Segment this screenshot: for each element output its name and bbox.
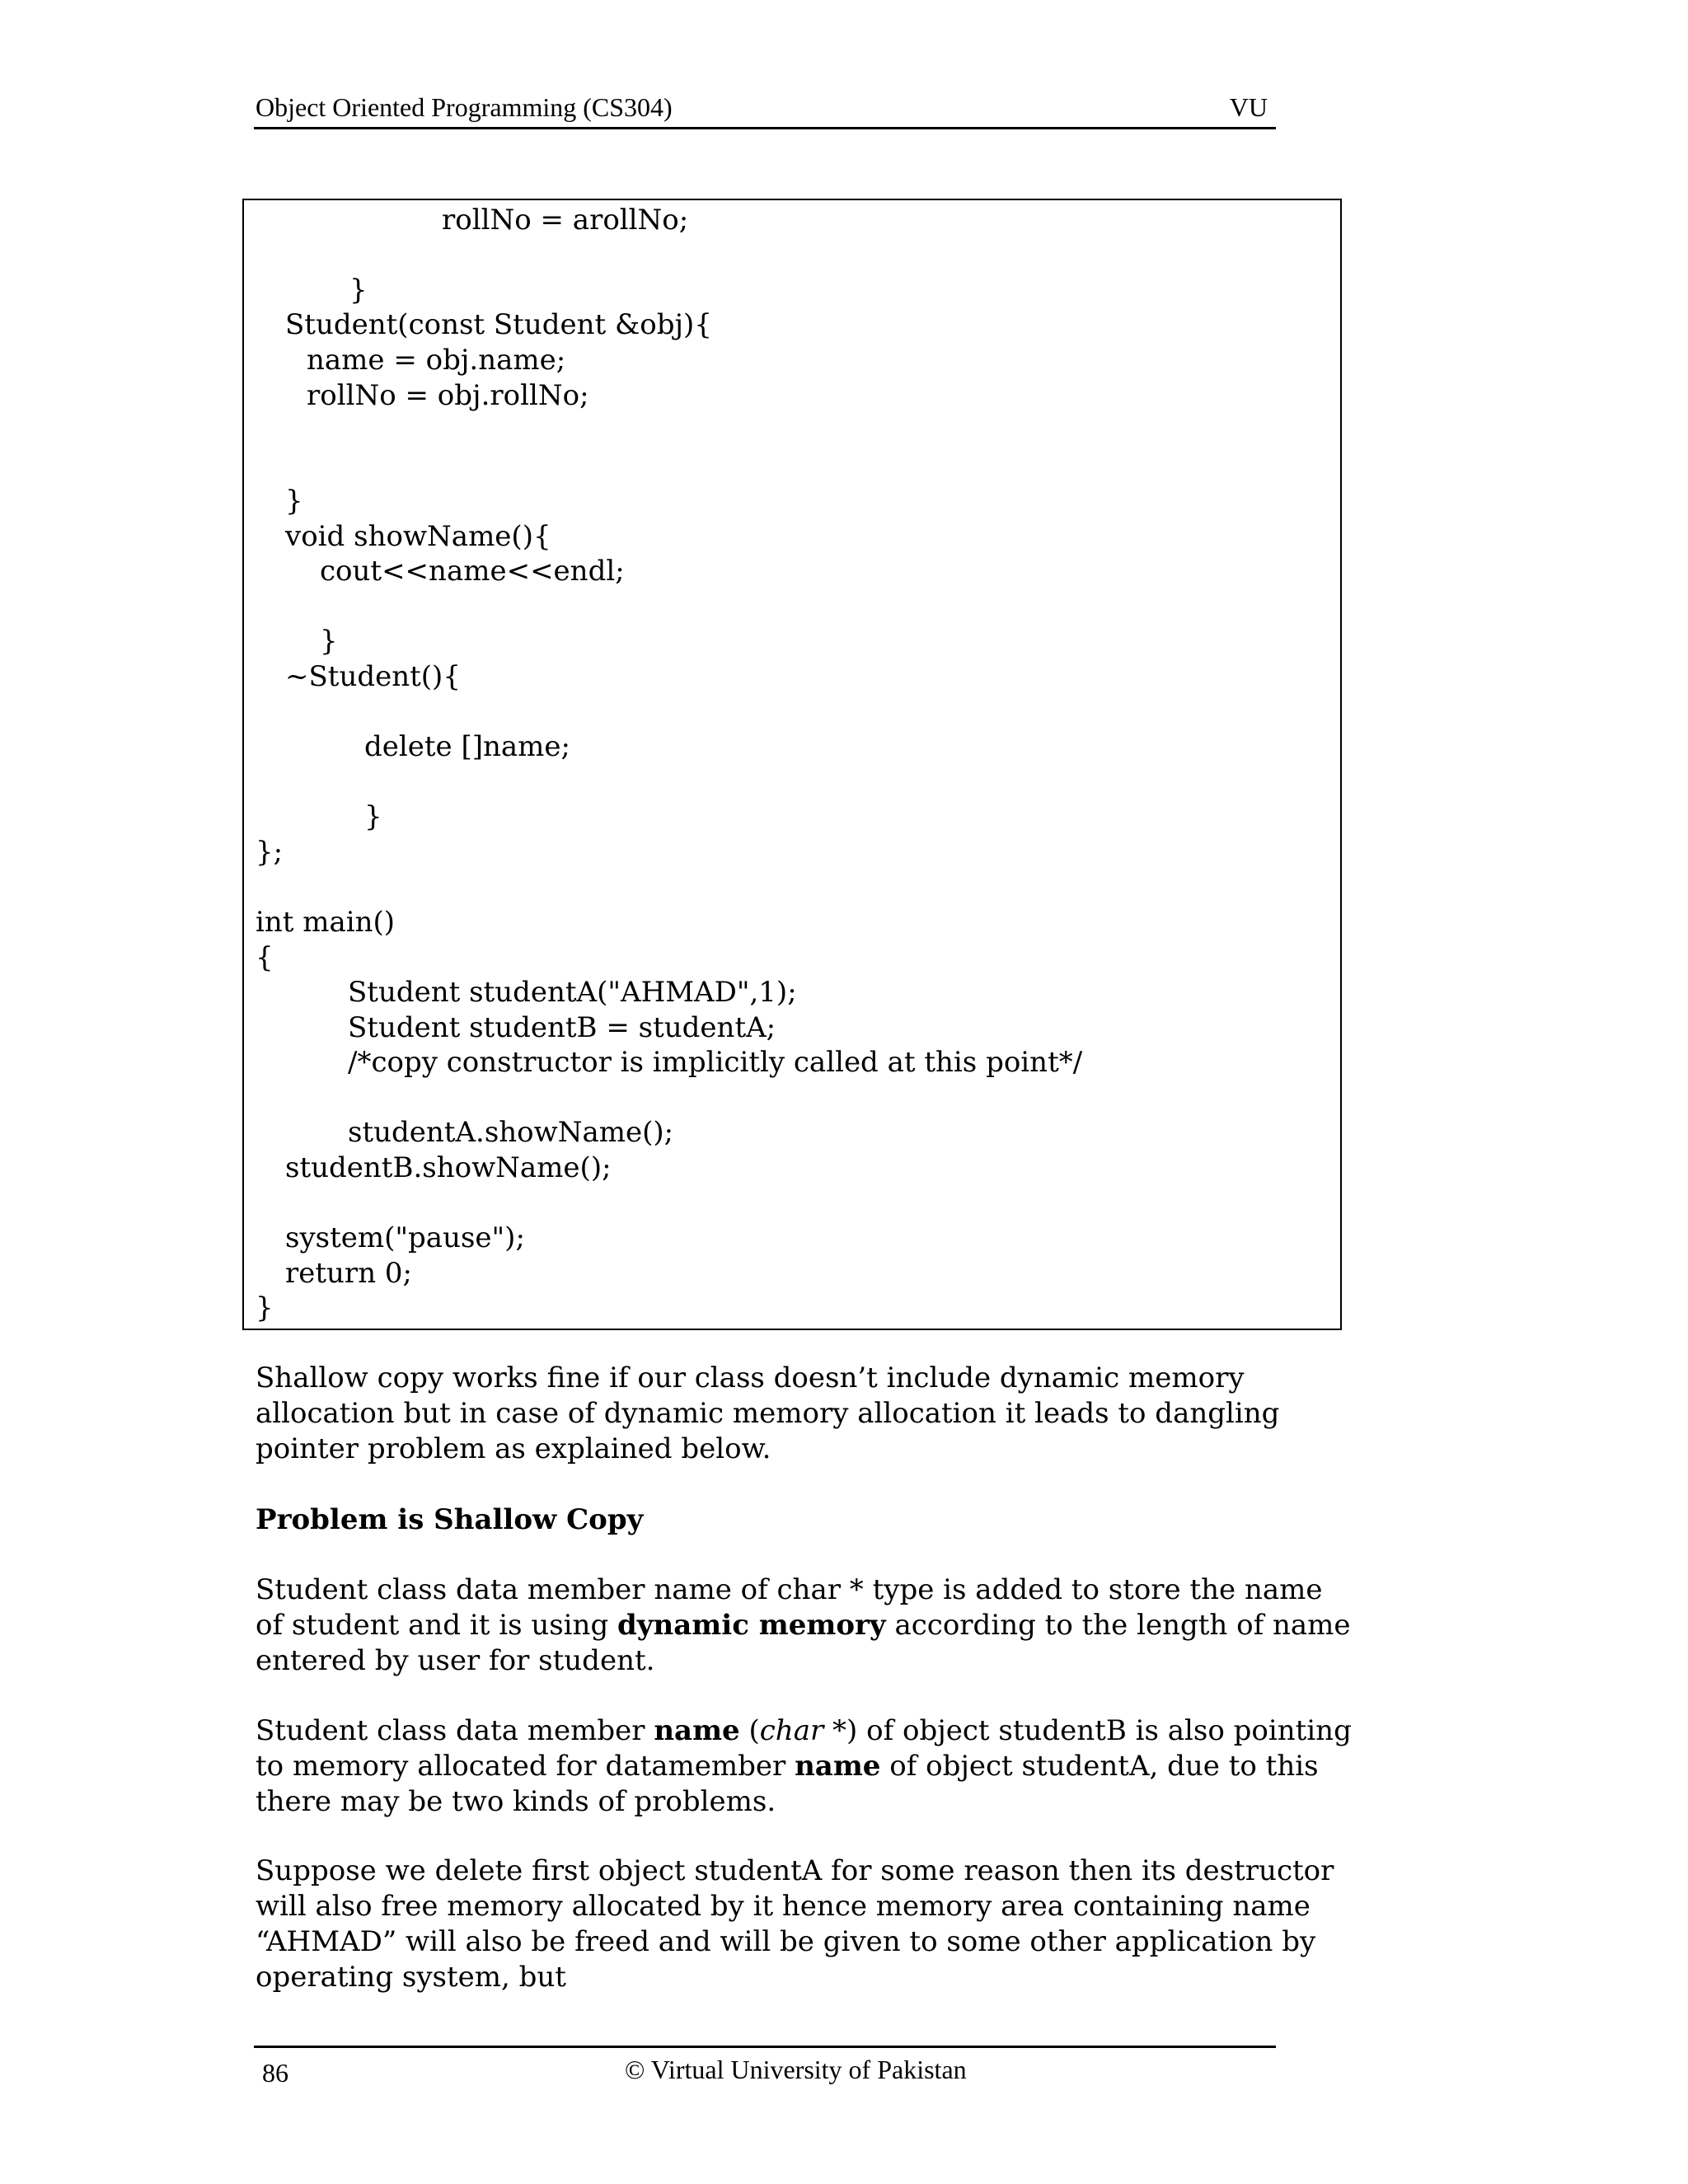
text-run: ( [739,1714,760,1747]
code-line: int main() [256,906,396,939]
code-line: } [349,274,368,307]
paragraph-shallow-copy: Shallow copy works fine if our class doesn’t include dynamic memory allocation but in case of dynamic memory allocation it leads to dangling pointer problem as explained below. [256,1361,1280,1465]
code-line: ~Student(){ [285,660,461,693]
code-line: rollNo = arollNo; [442,204,689,237]
code-line: studentB.showName(); [285,1151,612,1184]
code-line: cout<<name<<endl; [320,555,625,588]
text-run: according to the length of name entered by user for student. [256,1609,1351,1677]
page-number: 86 [262,2058,288,2088]
code-line: /*copy constructor is implicitly called at this point*/ [348,1046,1083,1079]
running-header [254,89,1276,129]
running-footer [254,2046,1276,2097]
code-line: studentA.showName(); [348,1116,674,1149]
institution-abbrev: VU [1229,92,1268,122]
paragraph-shared-pointer [256,1713,1352,1820]
text-run: Student class data member [256,1714,654,1747]
section-heading: Problem is Shallow Copy [256,1503,644,1536]
text-run: Student class data member name of char * type is added to store the name of student and it is using [256,1573,1323,1642]
bold-term: name [654,1714,740,1747]
code-line: Student(const Student &obj){ [285,308,712,341]
code-line: Student studentA("AHMAD",1); [348,976,797,1009]
bold-term: dynamic memory [617,1609,886,1642]
bold-term: name [795,1750,881,1783]
text-run: of object studentA, due to this there may be two kinds of problems. [256,1750,1319,1818]
code-line: } [256,1291,274,1324]
document-title: Object Oriented Programming (CS304) [256,92,673,122]
code-line: rollNo = obj.rollNo; [307,379,589,412]
copyright-notice: © Virtual University of Pakistan [625,2055,967,2084]
code-line: name = obj.name; [307,344,566,377]
code-line: void showName(){ [285,520,551,553]
code-listing [242,199,1342,1330]
paragraph-delete-problem: Suppose we delete first object studentA for some reason then its destructor will also free memory allocated by it hence memory area containing name “AHMAD” will also be freed and will be given to some other application by operating system, but [256,1854,1334,1994]
code-line: delete []name; [364,730,570,763]
code-line: } [285,485,303,518]
paragraph-name-member [256,1572,1352,1679]
italic-term: char * [759,1714,847,1747]
code-line: } [364,800,382,833]
code-line: } [320,625,338,658]
code-line: { [256,941,274,974]
code-line: system("pause"); [285,1221,525,1254]
text-run: ) of object studentB is also pointing to memory allocated for datamember [256,1714,1352,1783]
code-line: Student studentB = studentA; [348,1011,776,1044]
code-line: }; [256,836,284,869]
code-line: return 0; [285,1257,412,1290]
